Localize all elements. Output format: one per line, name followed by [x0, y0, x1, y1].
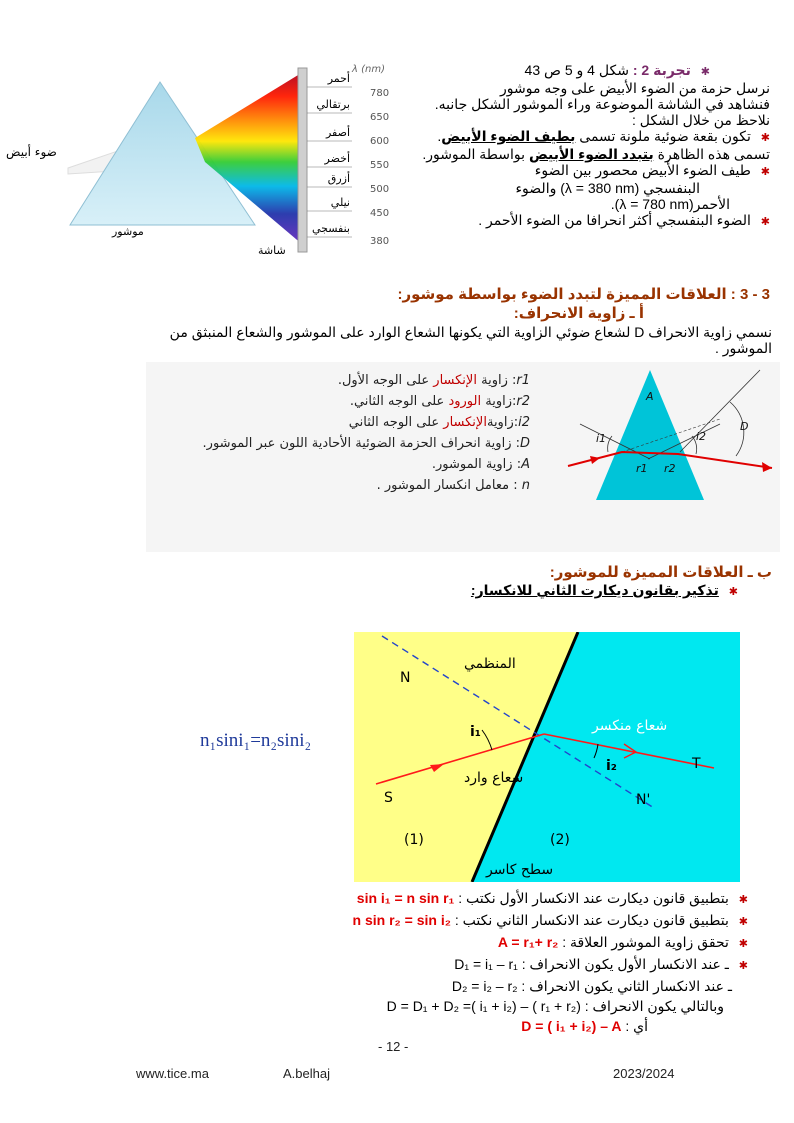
- medium2-label: (2): [550, 832, 570, 848]
- bullet-star-icon: ✱: [760, 166, 770, 178]
- snell-diagram: [354, 632, 740, 882]
- relation-2: ✱ بتطبيق قانون ديكارت عند الانكسار الثاني نكتب : n sin r₂ = sin i₂: [352, 912, 748, 928]
- Nprime-label: N': [636, 792, 651, 808]
- legend-i2: i2:زاويةالإنكسار على الوجه الثاني: [348, 415, 530, 430]
- section-b-title: ب ـ العلاقات المميزة للموشور:: [549, 564, 772, 581]
- experiment-block: [300, 62, 770, 230]
- wavelength-tick: 780: [370, 88, 390, 99]
- color-name-label: أصفر: [325, 126, 350, 139]
- footer-year: 2023/2024: [613, 1066, 675, 1081]
- color-name-label: برتقالي: [316, 98, 350, 111]
- S-label: S: [384, 790, 393, 806]
- exp-line1: نرسل حزمة من الضوء الأبيض على وجه موشور: [499, 80, 770, 96]
- bullet-star-icon: ✱: [738, 960, 748, 972]
- normal-label: المنظمي: [464, 656, 516, 672]
- wavelength-tick: 500: [370, 184, 390, 195]
- exp-line4: تسمى هذه الظاهرة بتبدد الضوء الأبيض بواسطة الموشور.: [422, 146, 770, 162]
- legend-A: A: زاوية الموشور.: [431, 457, 530, 472]
- relation-5: ـ عند الانكسار الثاني يكون الانحراف : D₂ = i₂ – r₂: [451, 978, 732, 994]
- experiment-title-line: [300, 62, 710, 80]
- bullet-star-icon: ✱: [738, 916, 748, 928]
- label-i1: i1: [596, 432, 607, 445]
- snell-formula: n₁sini₁=n₂sini₂: [200, 730, 312, 751]
- N-label: N: [400, 670, 411, 686]
- experiment-title: تجربة 2 :: [632, 62, 691, 78]
- T-label: T: [692, 756, 701, 772]
- color-name-label: نيلي: [330, 196, 350, 209]
- section-a-title: أ ـ زاوية الانحراف:: [513, 305, 644, 322]
- relations-block: [150, 888, 748, 1036]
- wavelength-tick: 600: [370, 136, 390, 147]
- wavelength-tick: 380: [370, 236, 390, 247]
- relation-7: أي : D = ( i₁ + i₂) – A: [521, 1018, 648, 1034]
- exp-bullet2b: البنفسجي (λ = 380 nm) والضوء: [515, 180, 700, 196]
- bullet-star-icon: ✱: [760, 216, 770, 228]
- exp-bullet1: ✱ تكون بقعة ضوئية ملونة تسمى بطيف الضوء الأبيض.: [437, 128, 770, 144]
- page-number: - 12 -: [378, 1039, 409, 1054]
- screen-label: شاشة: [258, 244, 286, 257]
- bullet-star-icon: ✱: [738, 938, 748, 950]
- wavelength-tick: 550: [370, 160, 390, 171]
- prism-label: موشور: [112, 225, 144, 238]
- footer-author: A.belhaj: [283, 1066, 330, 1081]
- bullet-star-icon: ✱: [700, 66, 710, 78]
- refracted-label: شعاع منكسر: [592, 718, 668, 734]
- i1-label: i₁: [470, 724, 481, 740]
- label-A: A: [646, 390, 654, 403]
- wavelength-tick: 650: [370, 112, 390, 123]
- label-r1: r1: [636, 462, 648, 475]
- legend-r2: r2:زاوية الورود على الوجه الثاني.: [349, 394, 530, 409]
- incident-label: شعاع وارد: [464, 770, 524, 786]
- prism-deviation-figure: [560, 364, 780, 504]
- color-name-label: أخضر: [324, 152, 350, 165]
- label-D: D: [740, 420, 749, 433]
- label-r2: r2: [664, 462, 676, 475]
- bullet-star-icon: ✱: [728, 586, 738, 598]
- exp-line3: نلاحظ من خلال الشكل :: [632, 112, 770, 128]
- legend-n: n : معامل انكسار الموشور .: [376, 478, 530, 493]
- exp-line2: فنشاهد في الشاشة الموضوعة وراء الموشور الشكل جانبه.: [434, 96, 770, 112]
- medium1-label: (1): [404, 832, 424, 848]
- reminder-line: ✱ تذكير بقانون ديكارت الثاني للانكسار:: [470, 582, 738, 598]
- surface-label: سطح كاسر: [486, 862, 554, 878]
- legend-D: D: زاوية انحراف الحزمة الضوئية الأحادية اللون عبر الموشور.: [202, 436, 530, 451]
- wavelength-tick: 450: [370, 208, 390, 219]
- footer-site[interactable]: www.tice.ma: [136, 1066, 209, 1081]
- label-i2: i2: [696, 430, 707, 443]
- relation-3: ✱ تحقق زاوية الموشور العلاقة : A = r₁+ r₂: [497, 934, 748, 950]
- relation-6: وبالتالي يكون الانحراف : D = D₁ + D₂ =( i₁ + i₂) – ( r₁ + r₂): [386, 998, 724, 1014]
- section-33-title: 3 - 3 : العلاقات المميزة لتبدد الضوء بواسطة موشور:: [397, 286, 770, 303]
- relation-1: ✱ بتطبيق قانون ديكارت عند الانكسار الأول نكتب : sin i₁ = n sin r₁: [356, 890, 748, 906]
- deviation-definition: نسمي زاوية الانحراف D لشعاع ضوئي الزاوية التي يكونها الشعاع الوارد على الموشور والشعاع المنبثق من الموشور .: [169, 324, 772, 356]
- color-name-label: أزرق: [327, 172, 350, 185]
- bullet-star-icon: ✱: [760, 132, 770, 144]
- color-name-label: بنفسجي: [311, 222, 350, 235]
- experiment-ref: شكل 4 و 5 ص 43: [524, 62, 629, 78]
- legend-r1: r1: زاوية الإنكسار على الوجه الأول.: [337, 373, 530, 388]
- i2-label: i₂: [606, 758, 617, 774]
- white-light-label: ضوء أبيض: [6, 145, 57, 159]
- exp-bullet2: ✱ طيف الضوء الأبيض محصور بين الضوء: [534, 162, 770, 178]
- relation-4: ✱ ـ عند الانكسار الأول يكون الانحراف : D₁ = i₁ – r₁: [454, 956, 748, 972]
- exp-bullet2c: الأحمر(λ = 780 nm).: [610, 196, 730, 212]
- wavelength-unit: λ (nm): [352, 64, 385, 75]
- prism-legend: [150, 370, 530, 496]
- exp-bullet3: ✱ الضوء البنفسجي أكثر انحرافا من الضوء الأحمر .: [478, 212, 770, 228]
- bullet-star-icon: ✱: [738, 894, 748, 906]
- color-name-label: أحمر: [327, 72, 350, 85]
